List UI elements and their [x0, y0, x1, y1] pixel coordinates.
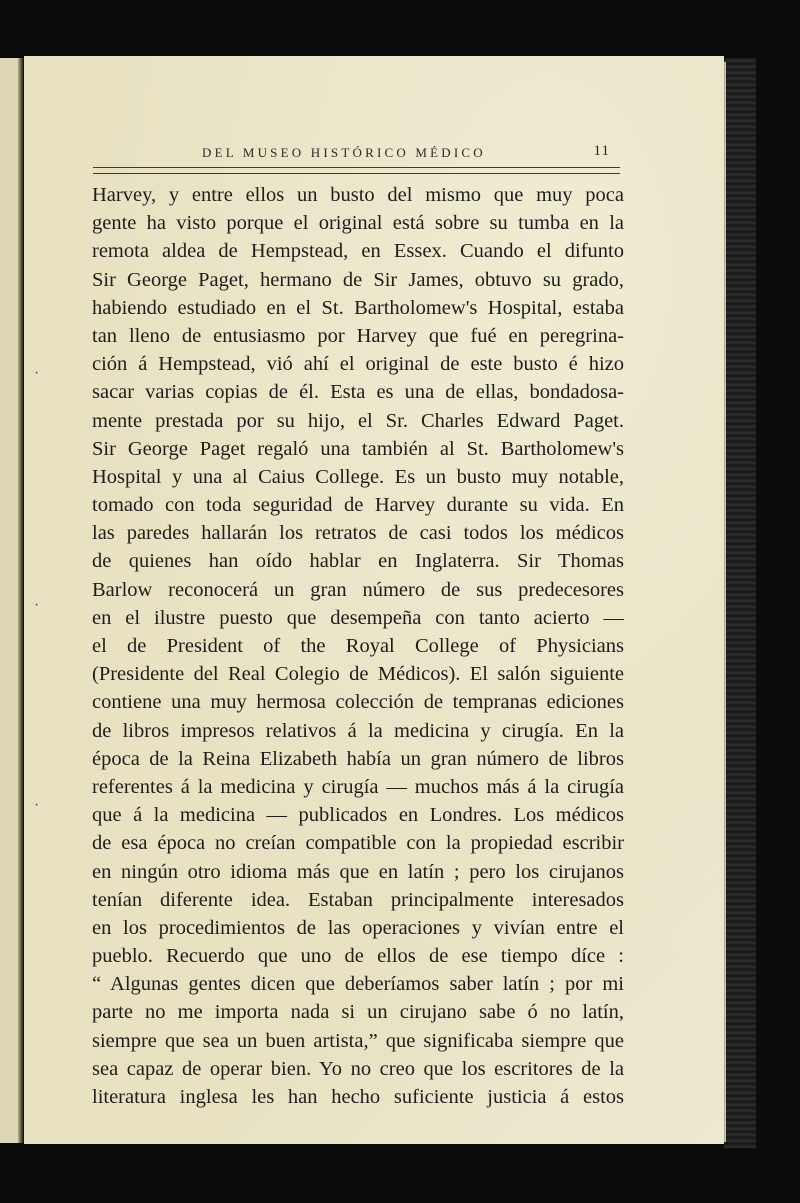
text-line: siempre que sea un buen artista,” que significaba siempre que [92, 1029, 624, 1052]
margin-mark: · [34, 597, 40, 614]
book-binding [724, 58, 756, 1148]
text-line: las paredes hallarán los retratos de casi todos los médicos [92, 522, 624, 545]
text-line: en el ilustre puesto que desempeña con tanto acierto — [92, 606, 624, 629]
text-line: mente prestada por su hijo, el Sr. Charles Edward Paget. [92, 409, 624, 432]
text-line: ción á Hempstead, vió ahí el original de este busto é hizo [92, 353, 624, 376]
text-line: tan lleno de entusiasmo por Harvey que fué en peregrina- [92, 324, 624, 347]
body-text [92, 181, 624, 1111]
text-line: gente ha visto porque el original está sobre su tumba en la [92, 212, 624, 235]
text-line: pueblo. Recuerdo que uno de ellos de ese tiempo díce : [92, 945, 624, 968]
text-line: de libros impresos relativos á la medicina y cirugía. En la [92, 719, 624, 742]
text-line: Harvey, y entre ellos un busto del mismo que muy poca [92, 184, 624, 206]
text-line: que á la medicina — publicados en Londres. Los médicos [92, 804, 624, 827]
text-line: habiendo estudiado en el St. Bartholomew's Hospital, estaba [92, 296, 624, 319]
text-line: el de President of the Royal College of Physicians [92, 635, 624, 657]
text-line: sea capaz de operar bien. Yo no creo que los escritores de la [92, 1057, 624, 1080]
text-line: Sir George Paget regaló una también al St. Bartholomew's [92, 437, 624, 460]
running-head-title: DEL MUSEO HISTÓRICO MÉDICO [202, 145, 486, 160]
header-double-rule [93, 167, 620, 174]
text-line: Hospital y una al Caius College. Es un busto muy notable, [92, 465, 624, 488]
text-line: literatura inglesa les han hecho suficiente justicia á estos [92, 1086, 624, 1108]
text-line: sacar varias copias de él. Esta es una de ellas, bondadosa- [92, 381, 624, 404]
facing-page-edge [0, 58, 20, 1143]
text-line: tomado con toda seguridad de Harvey durante su vida. En [92, 494, 624, 517]
text-line: de quienes han oído hablar en Inglaterra. Sir Thomas [92, 550, 624, 573]
page-number: 11 [593, 143, 610, 159]
text-line: parte no me importa nada si un cirujano sabe ó no latín, [92, 1001, 624, 1024]
text-line: contiene una muy hermosa colección de tempranas ediciones [92, 691, 624, 714]
margin-mark: · [34, 365, 40, 382]
text-line: (Presidente del Real Colegio de Médicos). El salón siguiente [92, 663, 624, 686]
text-line: remota aldea de Hempstead, en Essex. Cuando el difunto [92, 240, 624, 263]
text-line: época de la Reina Elizabeth había un gran número de libros [92, 747, 624, 770]
text-line: Barlow reconocerá un gran número de sus predecesores [92, 578, 624, 601]
text-line: de esa época no creían compatible con la propiedad escribir [92, 832, 624, 855]
text-line: en ningún otro idioma más que en latín ; pero los cirujanos [92, 860, 624, 883]
text-line: Sir George Paget, hermano de Sir James, obtuvo su grado, [92, 268, 624, 291]
text-line: “ Algunas gentes dicen que deberíamos saber latín ; por mi [92, 973, 624, 996]
text-line: tenían diferente idea. Estaban principalmente interesados [92, 888, 624, 911]
running-head [142, 141, 632, 165]
margin-mark: · [34, 797, 40, 814]
text-line: en los procedimientos de las operaciones y vivían entre el [92, 916, 624, 939]
text-line: referentes á la medicina y cirugía — muchos más á la cirugía [92, 775, 624, 798]
